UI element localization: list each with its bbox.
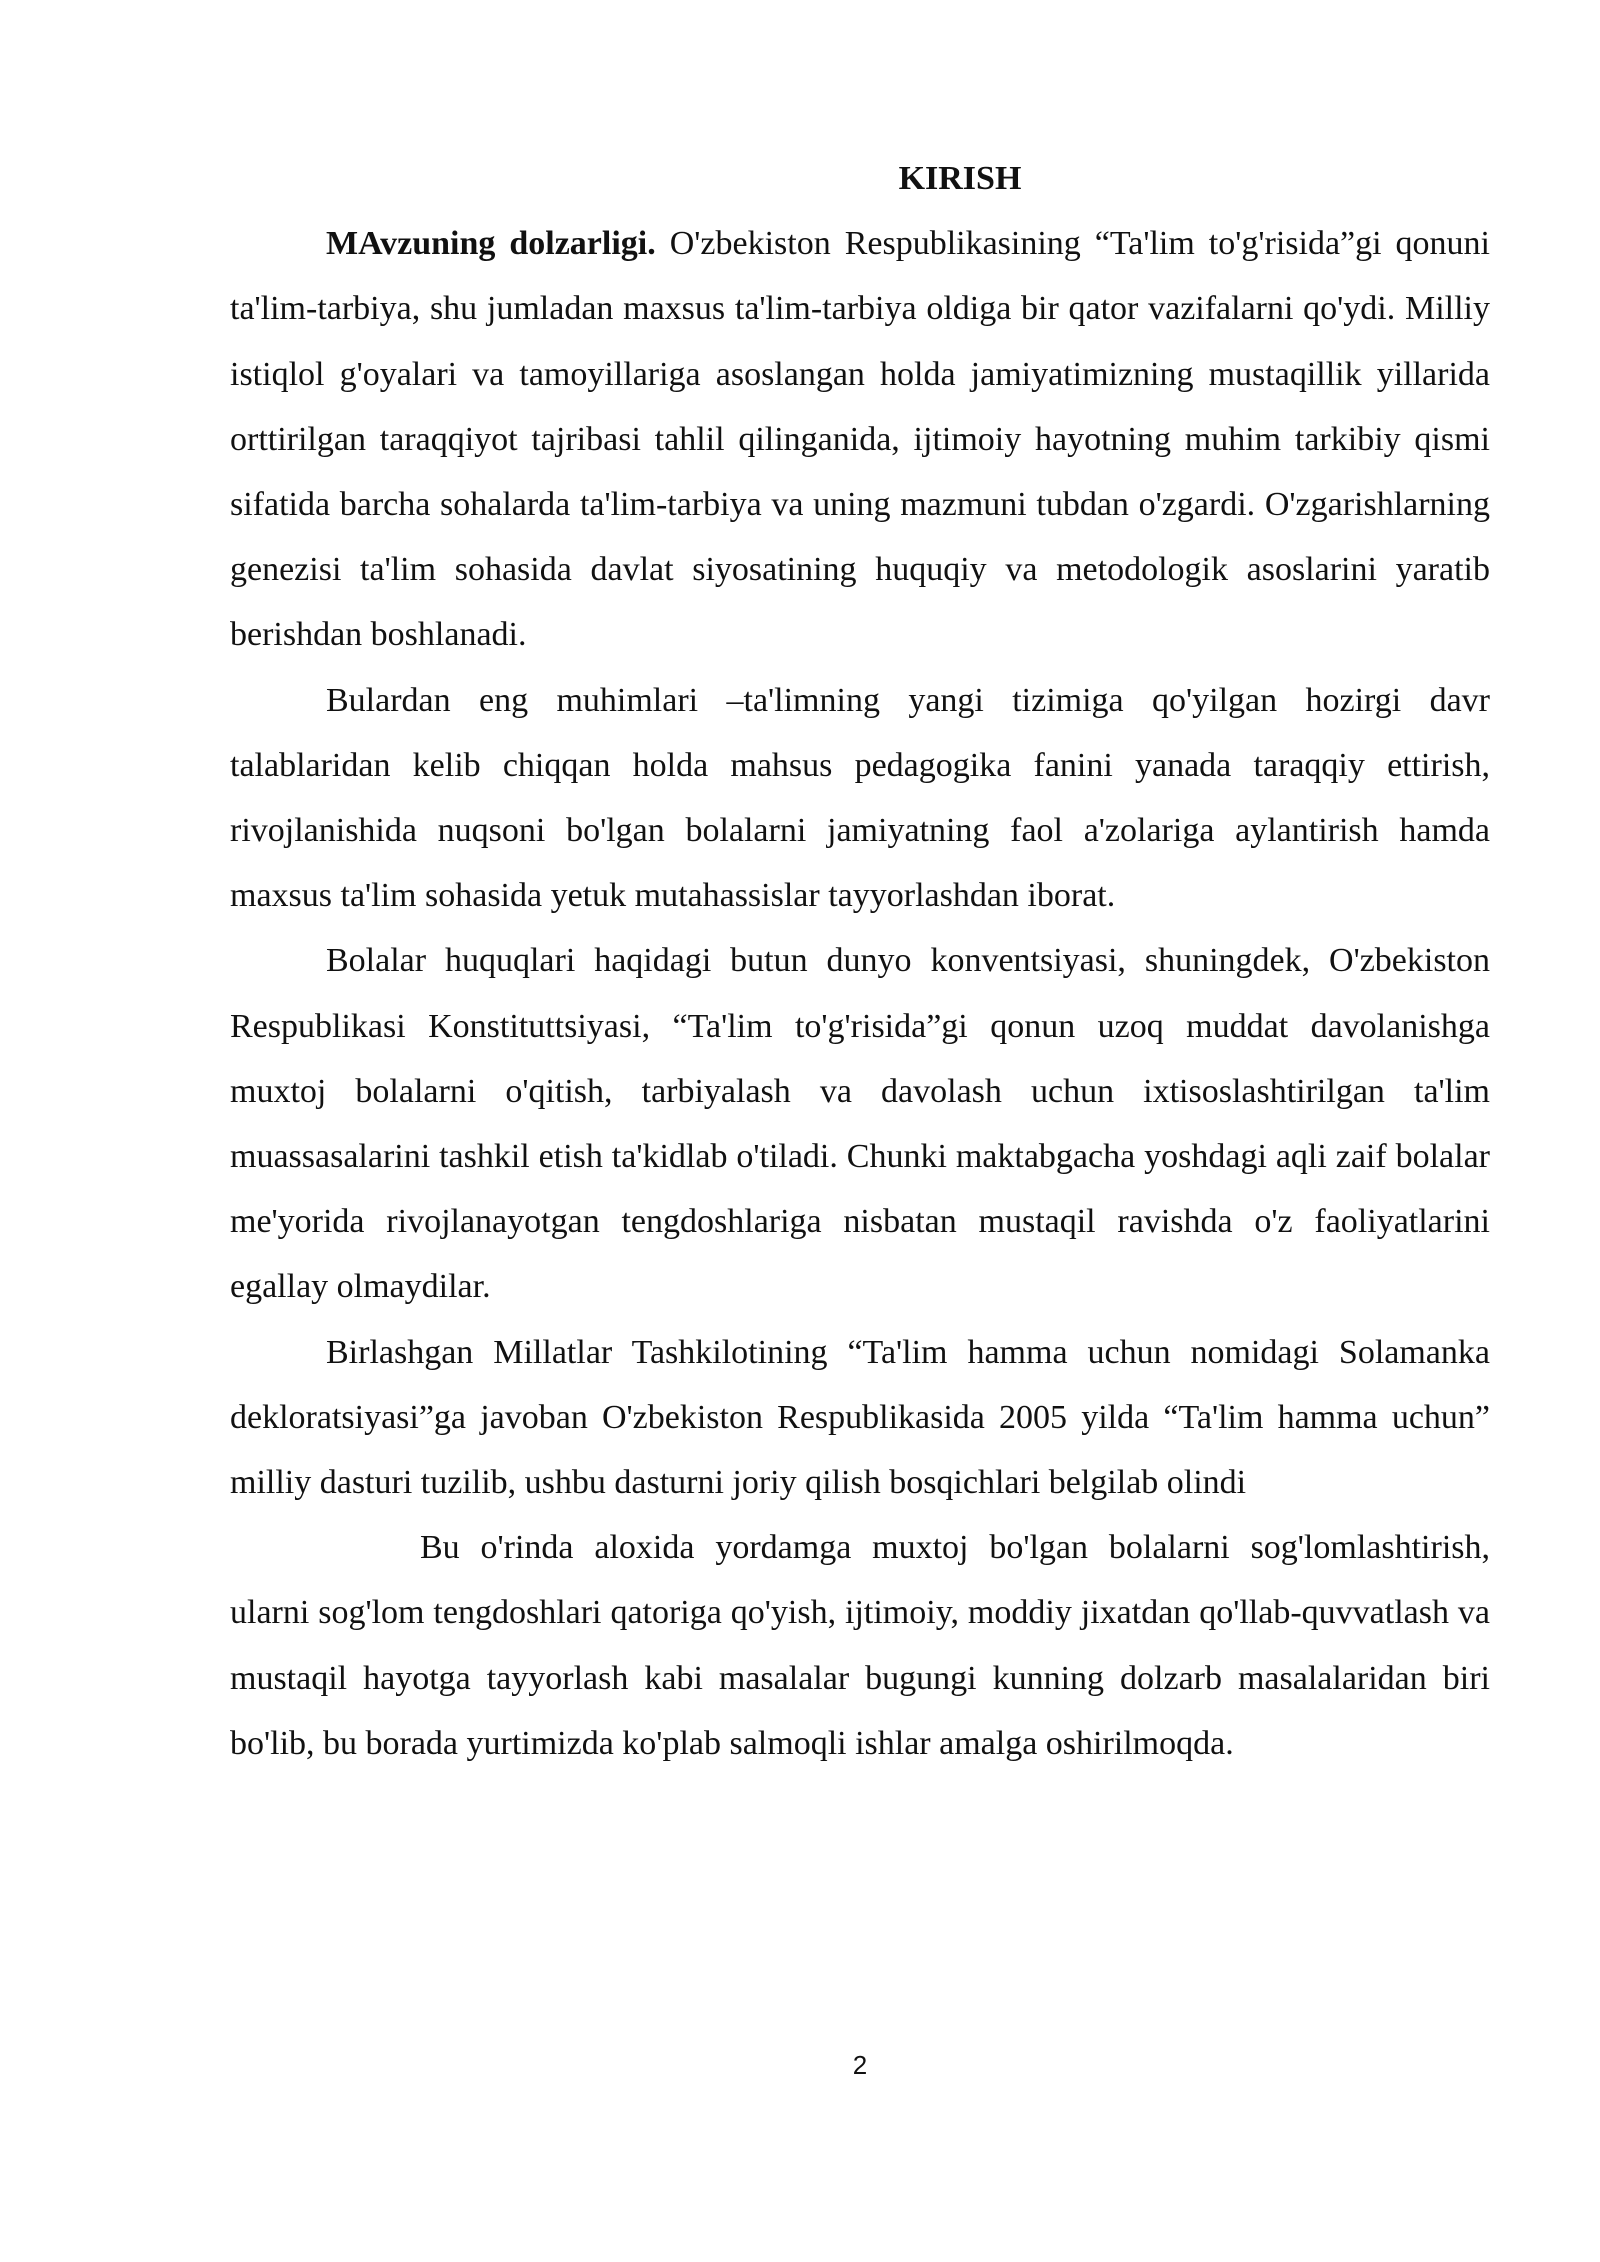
paragraph-lead: MAvzuning dolzarligi. (326, 225, 656, 263)
page-number: 2 (852, 2050, 868, 2080)
page-title: KIRISH (898, 160, 1022, 197)
paragraph-text: Bulardan eng muhimlari –ta'limning yangi tizimiga qo'yilgan hozirgi davr talablaridan kelib chiqqan holda mahsus pedagogika fanini yanada taraqqiy ettirish, rivojlanishida nuqsoni bo'lgan bolalarni jamiyatning faol a'zolariga aylantirish hamda maxsus ta'lim sohasida yetuk mutahassislar tayyorlashdan iborat. (230, 681, 1490, 915)
paragraph-intro (230, 211, 1490, 667)
paragraph-text: Bolalar huquqlari haqidagi butun dunyo konventsiyasi, shuningdek, O'zbekiston Respublikasi Konstituttsiyasi, “Ta'lim to'g'risida”gi qonun uzoq muddat davolanishga muxtoj bolalarni o'qitish, tarbiyalash va davolash uchun ixtisoslashtirilgan ta'lim muassasalarini tashkil etish ta'kidlab o'tiladi. Chunki maktabgacha yoshdagi aqli zaif bolalar me'yorida rivojlanayotgan tengdoshlariga nisbatan mustaqil ravishda o'z faoliyatlarini egallay olmaydilar. (230, 942, 1490, 1306)
paragraph-text: Birlashgan Millatlar Tashkilotining “Ta'lim hamma uchun nomidagi Solamanka dekloratsiyasi”ga javoban O'zbekiston Respublikasida 2005 yilda “Ta'lim hamma uchun” milliy dasturi tuzilib, ushbu dasturni joriy qilish bosqichlari belgilab olindi (230, 1333, 1490, 1502)
paragraph (230, 1515, 1490, 1776)
document-body (230, 146, 1490, 1776)
paragraph-text: Bu o'rinda aloxida yordamga muxtoj bo'lgan bolalarni sog'lomlashtirish, ularni sog'lom tengdoshlari qatoriga qo'yish, ijtimoiy, moddiy jixatdan qo'llab-quvvatlash va mustaqil hayotga tayyorlash kabi masalalar bugungi kunning dolzarb masalalaridan biri bo'lib, bu borada yurtimizda ko'plab salmoqli ishlar amalga oshirilmoqda. (230, 1529, 1490, 1762)
paragraph (230, 1320, 1490, 1516)
paragraph (230, 928, 1490, 1319)
paragraph (230, 668, 1490, 929)
paragraph-text: O'zbekiston Respublikasining “Ta'lim to'g'risida”gi qonuni ta'lim-tarbiya, shu jumladan maxsus ta'lim-tarbiya oldiga bir qator vazifalarni qo'ydi. Milliy istiqlol g'oyalari va tamoyillariga asoslangan holda jamiyatimizning mustaqillik yillarida orttirilgan taraqqiyot tajribasi tahlil qilinganida, ijtimoiy hayotning muhim tarkibiy qismi sifatida barcha sohalarda ta'lim-tarbiya va uning mazmuni tubdan o'zgardi. O'zgarishlarning genezisi ta'lim sohasida davlat siyosatining huquqiy va metodologik asoslarini yaratib berishdan boshlanadi. (230, 225, 1490, 654)
